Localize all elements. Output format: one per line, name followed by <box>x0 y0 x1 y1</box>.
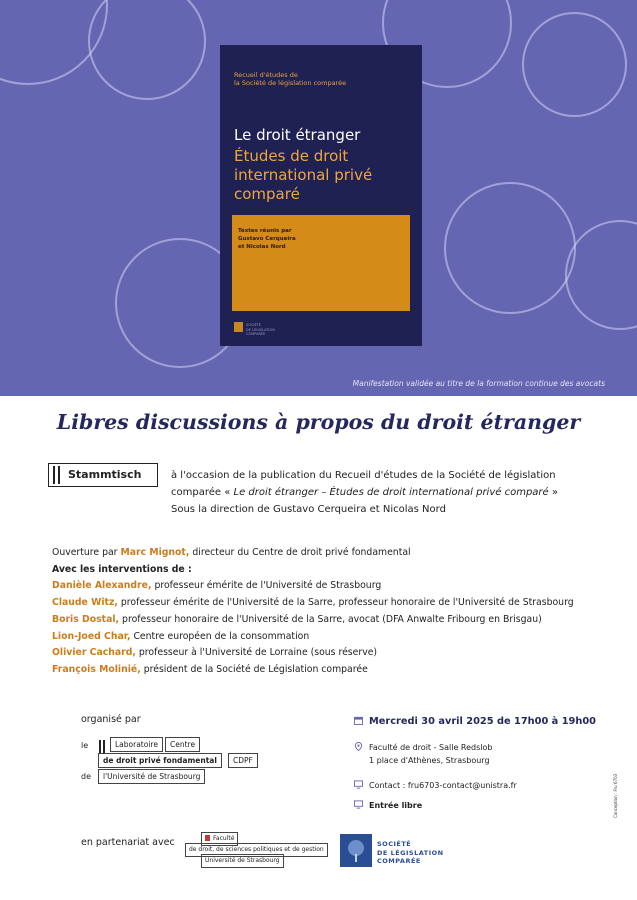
monitor-icon <box>354 800 363 809</box>
place-line-2: 1 place d'Athènes, Strasbourg <box>369 756 490 765</box>
book-subtitle: Études de droit international privé comparé <box>234 147 373 203</box>
speaker-item: Lion-Joed Char, Centre européen de la consommation <box>52 630 310 642</box>
calendar-icon <box>354 716 363 725</box>
centre-box: Centre <box>165 737 200 752</box>
entry-row <box>354 800 422 810</box>
organised-label: organisé par <box>81 714 141 725</box>
place-row <box>354 742 369 752</box>
interventions-heading: Avec les interventions de : <box>52 563 192 575</box>
cdpf-box: CDPF <box>228 753 258 768</box>
place-line-1: Faculté de droit - Salle Redslob <box>369 743 493 752</box>
monitor-icon <box>354 780 363 789</box>
date-row <box>354 716 596 727</box>
training-note: Manifestation validée au titre de la formation continue des avocats <box>352 379 605 388</box>
badge-bar <box>53 466 55 484</box>
entry-text: Entrée libre <box>369 801 423 810</box>
speakers-section <box>52 545 574 679</box>
faculty-univ-box: Université de Strasbourg <box>201 854 284 868</box>
speaker-item: Claude Witz, professeur émérite de l'Université de la Sarre, professeur honoraire de l'Université de Strasbourg <box>52 597 574 609</box>
speaker-item: Olivier Cachard, professeur à l'Université de Lorraine (sous réserve) <box>52 647 378 659</box>
decor-circle <box>522 12 627 117</box>
contact-text: Contact : fru6703-contact@unistra.fr <box>369 781 517 790</box>
event-date: Mercredi 30 avril 2025 de 17h00 à 19h00 <box>369 716 596 727</box>
book-series: Recueil d'études de la Société de législation comparée <box>234 71 347 87</box>
decor-circle <box>88 0 206 100</box>
lab-box: Laboratoire <box>110 737 163 752</box>
sle-logo-text: SOCIÉTÉ DE LÉGISLATION COMPARÉE <box>377 840 444 865</box>
partner-label: en partenariat avec <box>81 837 175 848</box>
location-pin-icon <box>354 742 363 751</box>
tree-logo-icon <box>340 834 372 867</box>
org-le: le <box>81 741 89 750</box>
decor-circle <box>565 220 637 330</box>
contact-row <box>354 780 517 790</box>
speaker-item: Boris Dostal, professeur honoraire de l'Université de la Sarre, avocat (DFA Anwalte Fribourg en Brisgau) <box>52 613 542 625</box>
badge-bar <box>58 466 60 484</box>
hero-banner <box>0 0 637 396</box>
org-de: de <box>81 772 91 781</box>
book-cover: Recueil d'études de la Société de législation comparée Le droit étranger Études de droit international privé comparé Textes réunis par Gustavo Cerqueira et Nicolas Nord SOCIÉTÉ DE LÉGISLATION COMPARÉE <box>220 45 422 346</box>
book-title: Le droit étranger <box>234 126 361 144</box>
faculty-box: Faculté <box>201 832 238 846</box>
book-editor-panel <box>232 215 410 311</box>
intro-text: à l'occasion de la publication du Recueil d'études de la Société de législation comparée « Le droit étranger – Études de droit international privé comparé » Sous la direction de Gustavo Cerqueira et Nicolas Nord <box>171 470 558 515</box>
lab-logo-bars <box>98 740 106 753</box>
publisher-icon <box>234 322 243 332</box>
page-title: Libres discussions à propos du droit étranger <box>56 410 581 434</box>
univ-box: l'Université de Strasbourg <box>98 769 205 784</box>
book-editors: Textes réunis par Gustavo Cerqueira et Nicolas Nord <box>238 228 296 250</box>
faculty-name-box: de droit, de sciences politiques et de gestion <box>185 843 328 857</box>
design-credit: Conception : Fru 6703 <box>613 773 618 818</box>
decor-circle <box>444 182 576 314</box>
opening-line: Ouverture par Marc Mignot, directeur du Centre de droit privé fondamental <box>52 547 411 558</box>
cdpf-full-box: de droit privé fondamental <box>98 753 222 768</box>
stammtisch-badge: Stammtisch <box>48 463 158 487</box>
speaker-item: Danièle Alexandre, professeur émérite de l'Université de Strasbourg <box>52 580 382 592</box>
speaker-item: François Molinié, président de la Société de Législation comparée <box>52 663 368 675</box>
faculty-mark-icon <box>205 835 210 841</box>
